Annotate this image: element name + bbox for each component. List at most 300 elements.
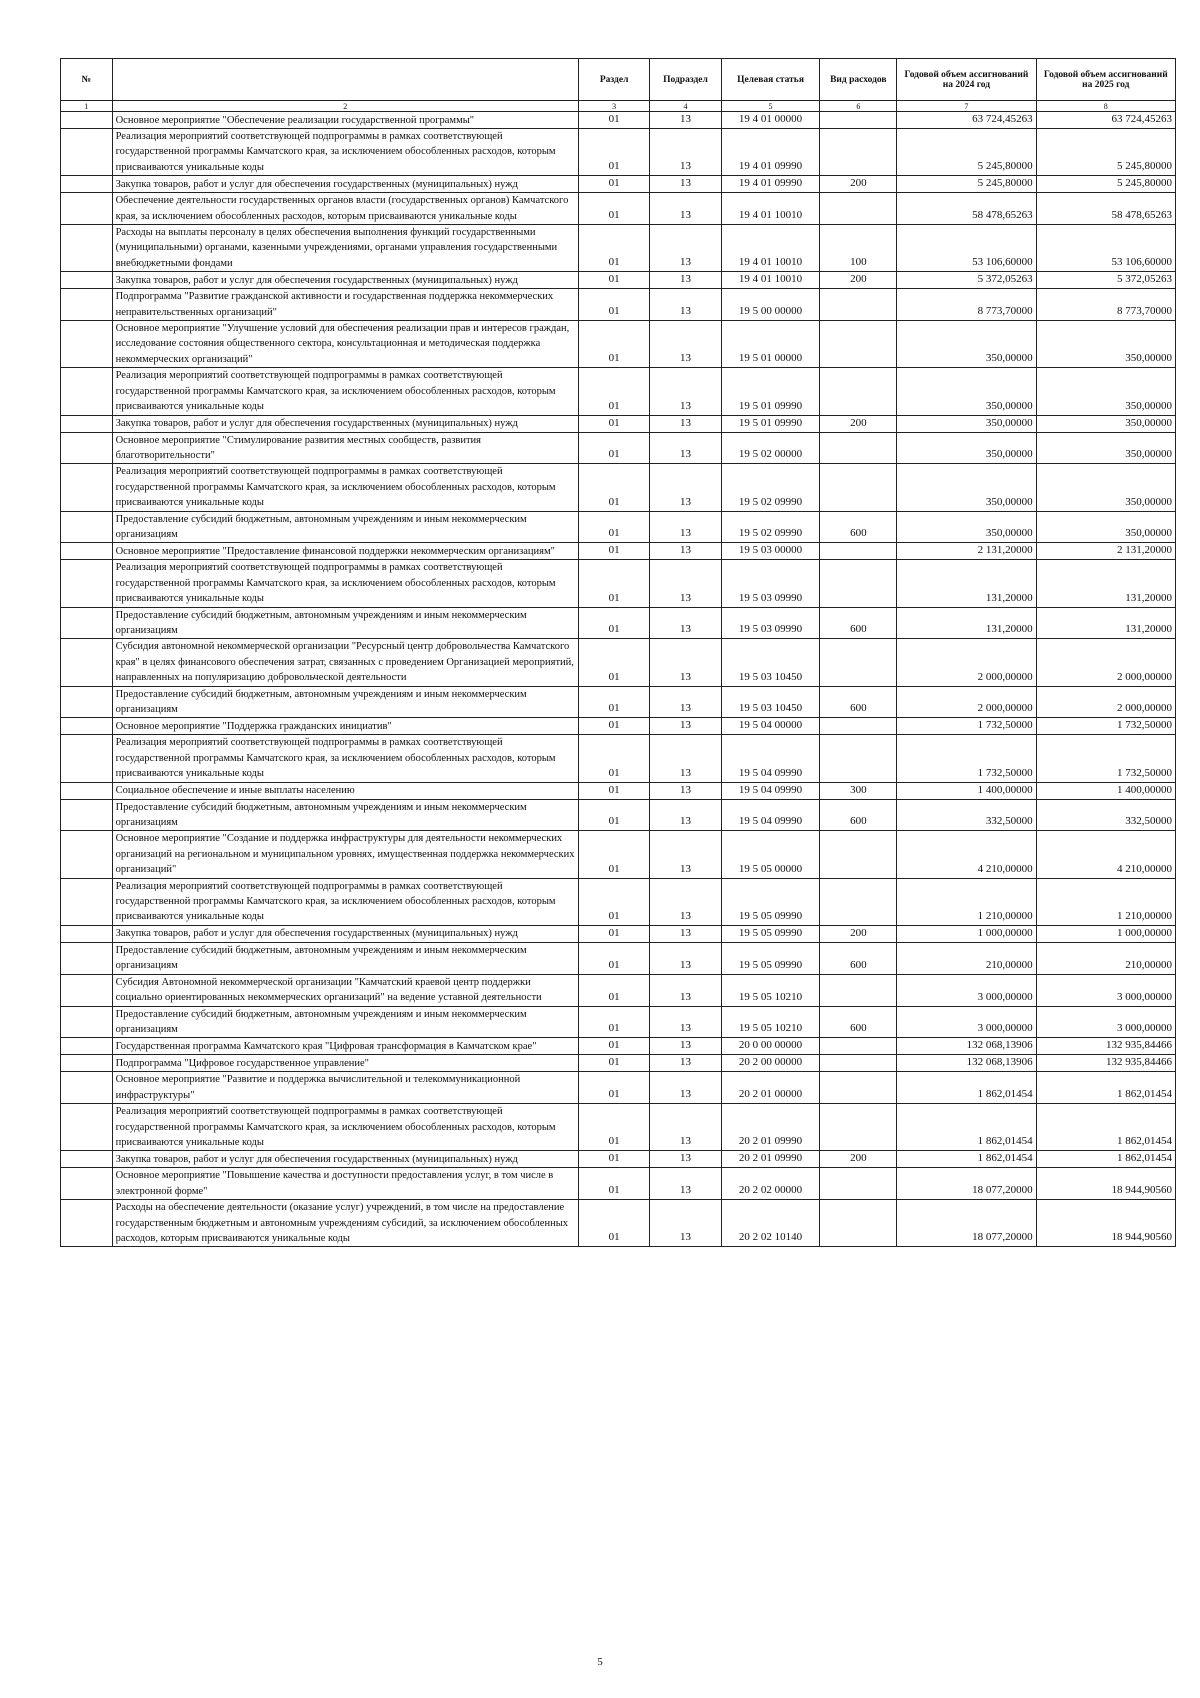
cell-name: Расходы на выплаты персоналу в целях обеспечения выполнения функций государственными (муниципальными) органами, казенными учреждениями, органами управления государственными внебюджетными фондами [112, 225, 578, 272]
cell-vid: 600 [820, 942, 897, 974]
header-row [61, 59, 1176, 101]
cell-vid [820, 543, 897, 560]
cell-celevaya: 19 5 02 00000 [721, 432, 820, 464]
cell-podrazdel: 13 [650, 735, 721, 782]
cell-name: Основное мероприятие "Повышение качества и доступности предоставления услуг, в том числе в электронной форме" [112, 1168, 578, 1200]
cell-y2024: 210,00000 [897, 942, 1036, 974]
cell-vid [820, 464, 897, 511]
budget-sheet [60, 58, 1176, 1247]
cell-celevaya: 19 4 01 10010 [721, 272, 820, 289]
cell-podrazdel: 13 [650, 878, 721, 925]
cell-y2025: 5 372,05263 [1036, 272, 1175, 289]
cell-y2024: 350,00000 [897, 511, 1036, 543]
cell-y2025: 132 935,84466 [1036, 1038, 1175, 1055]
header-name [112, 59, 578, 101]
col-number: 5 [721, 101, 820, 112]
cell-y2024: 1 400,00000 [897, 782, 1036, 799]
cell-name: Предоставление субсидий бюджетным, автономным учреждениям и иным некоммерческим организациям [112, 942, 578, 974]
cell-razdel: 01 [578, 1006, 649, 1038]
table-row [61, 368, 1176, 415]
cell-vid [820, 321, 897, 368]
cell-vid: 200 [820, 272, 897, 289]
cell-name: Реализация мероприятий соответствующей подпрограммы в рамках соответствующей государственной программы Камчатского края, за исключением обособленных расходов, которым присваиваются уникальные коды [112, 735, 578, 782]
table-row [61, 1104, 1176, 1151]
table-row [61, 112, 1176, 129]
cell-name: Основное мероприятие "Обеспечение реализации государственной программы" [112, 112, 578, 129]
cell-name: Закупка товаров, работ и услуг для обеспечения государственных (муниципальных) нужд [112, 176, 578, 193]
cell-name: Реализация мероприятий соответствующей подпрограммы в рамках соответствующей государственной программы Камчатского края, за исключением обособленных расходов, которым присваиваются уникальные коды [112, 1104, 578, 1151]
cell-y2024: 18 077,20000 [897, 1200, 1036, 1247]
table-row [61, 735, 1176, 782]
cell-y2025: 132 935,84466 [1036, 1055, 1175, 1072]
cell-name: Основное мероприятие "Предоставление финансовой поддержки некоммерческим организациям" [112, 543, 578, 560]
table-row [61, 925, 1176, 942]
cell-podrazdel: 13 [650, 925, 721, 942]
cell-y2024: 1 862,01454 [897, 1104, 1036, 1151]
cell-celevaya: 20 2 01 09990 [721, 1104, 820, 1151]
row-num-cell [61, 942, 113, 974]
cell-celevaya: 19 5 01 09990 [721, 368, 820, 415]
cell-name: Реализация мероприятий соответствующей подпрограммы в рамках соответствующей государственной программы Камчатского края, за исключением обособленных расходов, которым присваиваются уникальные коды [112, 560, 578, 607]
cell-vid: 200 [820, 415, 897, 432]
cell-y2024: 1 862,01454 [897, 1072, 1036, 1104]
cell-vid [820, 639, 897, 686]
cell-y2024: 350,00000 [897, 321, 1036, 368]
cell-celevaya: 19 5 05 00000 [721, 831, 820, 878]
cell-podrazdel: 13 [650, 942, 721, 974]
cell-razdel: 01 [578, 432, 649, 464]
row-num-cell [61, 718, 113, 735]
cell-razdel: 01 [578, 718, 649, 735]
table-row [61, 607, 1176, 639]
table-row [61, 193, 1176, 225]
cell-y2025: 58 478,65263 [1036, 193, 1175, 225]
row-num-cell [61, 129, 113, 176]
cell-podrazdel: 13 [650, 718, 721, 735]
cell-razdel: 01 [578, 368, 649, 415]
cell-celevaya: 19 4 01 09990 [721, 176, 820, 193]
table-row [61, 432, 1176, 464]
table-row [61, 321, 1176, 368]
cell-vid: 200 [820, 176, 897, 193]
row-num-cell [61, 272, 113, 289]
cell-podrazdel: 13 [650, 560, 721, 607]
cell-y2024: 8 773,70000 [897, 289, 1036, 321]
table-row [61, 639, 1176, 686]
cell-razdel: 01 [578, 1072, 649, 1104]
col-number: 8 [1036, 101, 1175, 112]
cell-y2025: 350,00000 [1036, 321, 1175, 368]
cell-y2025: 350,00000 [1036, 415, 1175, 432]
cell-podrazdel: 13 [650, 1200, 721, 1247]
row-num-cell [61, 639, 113, 686]
cell-y2025: 5 245,80000 [1036, 129, 1175, 176]
table-row [61, 225, 1176, 272]
cell-podrazdel: 13 [650, 289, 721, 321]
cell-podrazdel: 13 [650, 464, 721, 511]
cell-podrazdel: 13 [650, 368, 721, 415]
cell-y2025: 131,20000 [1036, 607, 1175, 639]
cell-y2024: 1 862,01454 [897, 1151, 1036, 1168]
cell-vid [820, 368, 897, 415]
row-num-cell [61, 193, 113, 225]
cell-razdel: 01 [578, 1055, 649, 1072]
row-num-cell [61, 560, 113, 607]
cell-razdel: 01 [578, 1038, 649, 1055]
cell-y2025: 1 862,01454 [1036, 1072, 1175, 1104]
cell-podrazdel: 13 [650, 415, 721, 432]
header-razdel: Раздел [578, 59, 649, 101]
table-row [61, 686, 1176, 718]
cell-celevaya: 19 5 05 09990 [721, 942, 820, 974]
cell-celevaya: 20 2 00 00000 [721, 1055, 820, 1072]
cell-y2024: 58 478,65263 [897, 193, 1036, 225]
col-number: 2 [112, 101, 578, 112]
cell-celevaya: 19 5 01 00000 [721, 321, 820, 368]
cell-razdel: 01 [578, 925, 649, 942]
cell-name: Основное мероприятие "Поддержка гражданских инициатив" [112, 718, 578, 735]
cell-y2024: 1 210,00000 [897, 878, 1036, 925]
cell-vid [820, 1072, 897, 1104]
cell-razdel: 01 [578, 942, 649, 974]
cell-y2024: 4 210,00000 [897, 831, 1036, 878]
cell-name: Закупка товаров, работ и услуг для обеспечения государственных (муниципальных) нужд [112, 272, 578, 289]
row-num-cell [61, 1055, 113, 1072]
cell-y2025: 53 106,60000 [1036, 225, 1175, 272]
cell-razdel: 01 [578, 321, 649, 368]
row-num-cell [61, 1038, 113, 1055]
cell-name: Основное мероприятие "Развитие и поддержка вычислительной и телекоммуникационной инфраструктуры" [112, 1072, 578, 1104]
cell-y2025: 1 732,50000 [1036, 735, 1175, 782]
cell-celevaya: 19 5 03 09990 [721, 607, 820, 639]
cell-vid: 600 [820, 686, 897, 718]
table-row [61, 1168, 1176, 1200]
table-row [61, 1072, 1176, 1104]
cell-celevaya: 19 5 03 09990 [721, 560, 820, 607]
row-num-cell [61, 1168, 113, 1200]
cell-razdel: 01 [578, 607, 649, 639]
cell-name: Закупка товаров, работ и услуг для обеспечения государственных (муниципальных) нужд [112, 415, 578, 432]
table-row [61, 464, 1176, 511]
cell-podrazdel: 13 [650, 176, 721, 193]
cell-podrazdel: 13 [650, 511, 721, 543]
cell-podrazdel: 13 [650, 1104, 721, 1151]
cell-y2025: 1 862,01454 [1036, 1104, 1175, 1151]
table-row [61, 799, 1176, 831]
cell-name: Основное мероприятие "Стимулирование развития местных сообществ, развития благотворительности" [112, 432, 578, 464]
cell-vid: 200 [820, 925, 897, 942]
cell-y2024: 5 372,05263 [897, 272, 1036, 289]
col-number: 1 [61, 101, 113, 112]
row-num-cell [61, 686, 113, 718]
row-num-cell [61, 464, 113, 511]
cell-celevaya: 19 5 01 09990 [721, 415, 820, 432]
cell-name: Реализация мероприятий соответствующей подпрограммы в рамках соответствующей государственной программы Камчатского края, за исключением обособленных расходов, которым присваиваются уникальные коды [112, 129, 578, 176]
cell-y2025: 4 210,00000 [1036, 831, 1175, 878]
cell-celevaya: 19 5 04 09990 [721, 735, 820, 782]
row-num-cell [61, 225, 113, 272]
table-row [61, 718, 1176, 735]
cell-podrazdel: 13 [650, 321, 721, 368]
row-num-cell [61, 321, 113, 368]
table-row [61, 782, 1176, 799]
cell-celevaya: 19 5 03 10450 [721, 639, 820, 686]
cell-podrazdel: 13 [650, 543, 721, 560]
cell-razdel: 01 [578, 1104, 649, 1151]
cell-podrazdel: 13 [650, 607, 721, 639]
cell-celevaya: 19 5 05 09990 [721, 878, 820, 925]
cell-podrazdel: 13 [650, 432, 721, 464]
cell-name: Основное мероприятие "Улучшение условий для обеспечения реализации прав и интересов граждан, исследование состояния общественного сектора, консультационная и методическая поддержка некоммерческих организаций" [112, 321, 578, 368]
header-num: № [61, 59, 113, 101]
table-row [61, 1200, 1176, 1247]
cell-y2024: 132 068,13906 [897, 1055, 1036, 1072]
cell-podrazdel: 13 [650, 272, 721, 289]
cell-celevaya: 19 5 03 10450 [721, 686, 820, 718]
cell-celevaya: 19 5 04 09990 [721, 799, 820, 831]
cell-vid [820, 718, 897, 735]
cell-y2024: 3 000,00000 [897, 974, 1036, 1006]
cell-y2024: 1 732,50000 [897, 718, 1036, 735]
cell-vid: 600 [820, 1006, 897, 1038]
cell-celevaya: 19 4 01 00000 [721, 112, 820, 129]
cell-podrazdel: 13 [650, 193, 721, 225]
cell-celevaya: 20 2 01 09990 [721, 1151, 820, 1168]
cell-celevaya: 19 5 04 09990 [721, 782, 820, 799]
col-number: 7 [897, 101, 1036, 112]
cell-vid: 200 [820, 1151, 897, 1168]
cell-name: Предоставление субсидий бюджетным, автономным учреждениям и иным некоммерческим организациям [112, 511, 578, 543]
cell-podrazdel: 13 [650, 831, 721, 878]
cell-podrazdel: 13 [650, 1006, 721, 1038]
cell-y2024: 350,00000 [897, 432, 1036, 464]
cell-name: Основное мероприятие "Создание и поддержка инфраструктуры для деятельности некоммерческих организаций на региональном и муниципальном уровнях, имущественная поддержка некоммерческих организаций" [112, 831, 578, 878]
cell-y2024: 5 245,80000 [897, 176, 1036, 193]
cell-celevaya: 19 5 02 09990 [721, 464, 820, 511]
cell-vid: 100 [820, 225, 897, 272]
cell-name: Расходы на обеспечение деятельности (оказание услуг) учреждений, в том числе на предоставление государственным бюджетным и автономным учреждениям субсидий, за исключением обособленных расходов, которым присваиваются уникальные коды [112, 1200, 578, 1247]
cell-podrazdel: 13 [650, 1168, 721, 1200]
cell-vid [820, 831, 897, 878]
cell-vid [820, 1055, 897, 1072]
row-num-cell [61, 1200, 113, 1247]
cell-razdel: 01 [578, 464, 649, 511]
cell-y2024: 18 077,20000 [897, 1168, 1036, 1200]
cell-name: Реализация мероприятий соответствующей подпрограммы в рамках соответствующей государственной программы Камчатского края, за исключением обособленных расходов, которым присваиваются уникальные коды [112, 464, 578, 511]
cell-y2024: 2 131,20000 [897, 543, 1036, 560]
cell-razdel: 01 [578, 1168, 649, 1200]
col-number: 4 [650, 101, 721, 112]
cell-vid [820, 432, 897, 464]
page-number: 5 [597, 1656, 603, 1668]
cell-celevaya: 20 2 02 00000 [721, 1168, 820, 1200]
cell-y2024: 3 000,00000 [897, 1006, 1036, 1038]
cell-vid: 300 [820, 782, 897, 799]
cell-celevaya: 20 2 02 10140 [721, 1200, 820, 1247]
cell-vid [820, 129, 897, 176]
cell-podrazdel: 13 [650, 1072, 721, 1104]
cell-name: Социальное обеспечение и иные выплаты населению [112, 782, 578, 799]
cell-name: Предоставление субсидий бюджетным, автономным учреждениям и иным некоммерческим организациям [112, 1006, 578, 1038]
cell-razdel: 01 [578, 272, 649, 289]
cell-name: Подпрограмма "Цифровое государственное управление" [112, 1055, 578, 1072]
cell-celevaya: 19 5 00 00000 [721, 289, 820, 321]
table-row [61, 1151, 1176, 1168]
cell-name: Закупка товаров, работ и услуг для обеспечения государственных (муниципальных) нужд [112, 925, 578, 942]
table-row [61, 176, 1176, 193]
cell-celevaya: 20 0 00 00000 [721, 1038, 820, 1055]
table-row [61, 878, 1176, 925]
cell-razdel: 01 [578, 974, 649, 1006]
cell-vid [820, 1104, 897, 1151]
cell-vid: 600 [820, 607, 897, 639]
cell-razdel: 01 [578, 1151, 649, 1168]
table-row [61, 289, 1176, 321]
cell-y2025: 332,50000 [1036, 799, 1175, 831]
header-2025: Годовой объем ассигнований на 2025 год [1036, 59, 1175, 101]
table-row [61, 1055, 1176, 1072]
cell-podrazdel: 13 [650, 686, 721, 718]
row-num-cell [61, 112, 113, 129]
row-num-cell [61, 925, 113, 942]
cell-celevaya: 19 5 04 00000 [721, 718, 820, 735]
cell-y2024: 1 732,50000 [897, 735, 1036, 782]
cell-y2025: 2 131,20000 [1036, 543, 1175, 560]
row-num-cell [61, 735, 113, 782]
header-2024: Годовой объем ассигнований на 2024 год [897, 59, 1036, 101]
cell-name: Закупка товаров, работ и услуг для обеспечения государственных (муниципальных) нужд [112, 1151, 578, 1168]
cell-razdel: 01 [578, 1200, 649, 1247]
cell-vid [820, 289, 897, 321]
cell-celevaya: 19 4 01 09990 [721, 129, 820, 176]
cell-razdel: 01 [578, 129, 649, 176]
cell-podrazdel: 13 [650, 112, 721, 129]
row-num-cell [61, 1104, 113, 1151]
cell-y2024: 63 724,45263 [897, 112, 1036, 129]
cell-y2025: 63 724,45263 [1036, 112, 1175, 129]
cell-y2025: 2 000,00000 [1036, 686, 1175, 718]
row-num-cell [61, 831, 113, 878]
cell-vid [820, 193, 897, 225]
cell-podrazdel: 13 [650, 782, 721, 799]
header-vid: Вид расходов [820, 59, 897, 101]
col-number: 3 [578, 101, 649, 112]
row-num-cell [61, 974, 113, 1006]
table-row [61, 511, 1176, 543]
cell-y2025: 1 400,00000 [1036, 782, 1175, 799]
cell-y2025: 5 245,80000 [1036, 176, 1175, 193]
row-num-cell [61, 1151, 113, 1168]
cell-y2025: 18 944,90560 [1036, 1200, 1175, 1247]
cell-podrazdel: 13 [650, 129, 721, 176]
cell-vid [820, 1200, 897, 1247]
cell-razdel: 01 [578, 193, 649, 225]
table-row [61, 1006, 1176, 1038]
header-podrazdel: Подраздел [650, 59, 721, 101]
row-num-cell [61, 1072, 113, 1104]
cell-y2024: 2 000,00000 [897, 639, 1036, 686]
cell-razdel: 01 [578, 878, 649, 925]
cell-name: Субсидия автономной некоммерческой организации "Ресурсный центр добровольчества Камчатского края" в целях финансового обеспечения затрат, связанных с проведением Организацией мероприятий, направленных на популяризацию добровольческой деятельности [112, 639, 578, 686]
cell-celevaya: 19 5 05 10210 [721, 1006, 820, 1038]
cell-celevaya: 19 4 01 10010 [721, 225, 820, 272]
cell-podrazdel: 13 [650, 1055, 721, 1072]
cell-podrazdel: 13 [650, 639, 721, 686]
cell-name: Субсидия Автономной некоммерческой организации "Камчатский краевой центр поддержки социально ориентированных некоммерческих организаций" на ведение уставной деятельности [112, 974, 578, 1006]
cell-celevaya: 19 4 01 10010 [721, 193, 820, 225]
cell-vid [820, 560, 897, 607]
cell-y2025: 131,20000 [1036, 560, 1175, 607]
cell-y2024: 350,00000 [897, 464, 1036, 511]
cell-celevaya: 19 5 02 09990 [721, 511, 820, 543]
cell-y2025: 350,00000 [1036, 464, 1175, 511]
table-row [61, 1038, 1176, 1055]
row-num-cell [61, 415, 113, 432]
cell-celevaya: 19 5 05 09990 [721, 925, 820, 942]
cell-celevaya: 19 5 05 10210 [721, 974, 820, 1006]
cell-podrazdel: 13 [650, 225, 721, 272]
cell-razdel: 01 [578, 799, 649, 831]
cell-podrazdel: 13 [650, 1151, 721, 1168]
row-num-cell [61, 543, 113, 560]
cell-razdel: 01 [578, 225, 649, 272]
table-body [61, 112, 1176, 1247]
cell-y2024: 350,00000 [897, 368, 1036, 415]
table-row [61, 543, 1176, 560]
cell-y2025: 3 000,00000 [1036, 1006, 1175, 1038]
row-num-cell [61, 782, 113, 799]
cell-y2024: 1 000,00000 [897, 925, 1036, 942]
cell-name: Реализация мероприятий соответствующей подпрограммы в рамках соответствующей государственной программы Камчатского края, за исключением обособленных расходов, которым присваиваются уникальные коды [112, 368, 578, 415]
cell-y2025: 210,00000 [1036, 942, 1175, 974]
cell-name: Реализация мероприятий соответствующей подпрограммы в рамках соответствующей государственной программы Камчатского края, за исключением обособленных расходов, которым присваиваются уникальные коды [112, 878, 578, 925]
cell-y2025: 1 210,00000 [1036, 878, 1175, 925]
cell-y2025: 1 862,01454 [1036, 1151, 1175, 1168]
row-num-cell [61, 1006, 113, 1038]
cell-razdel: 01 [578, 686, 649, 718]
cell-razdel: 01 [578, 831, 649, 878]
row-num-cell [61, 432, 113, 464]
cell-razdel: 01 [578, 639, 649, 686]
table-row [61, 560, 1176, 607]
cell-y2025: 18 944,90560 [1036, 1168, 1175, 1200]
row-num-cell [61, 289, 113, 321]
cell-vid [820, 112, 897, 129]
cell-name: Государственная программа Камчатского края "Цифровая трансформация в Камчатском крае" [112, 1038, 578, 1055]
cell-vid: 600 [820, 799, 897, 831]
cell-vid [820, 974, 897, 1006]
row-num-cell [61, 607, 113, 639]
cell-vid [820, 878, 897, 925]
row-num-cell [61, 511, 113, 543]
cell-name: Предоставление субсидий бюджетным, автономным учреждениям и иным некоммерческим организациям [112, 686, 578, 718]
cell-vid [820, 1038, 897, 1055]
cell-y2024: 5 245,80000 [897, 129, 1036, 176]
cell-y2025: 1 000,00000 [1036, 925, 1175, 942]
cell-razdel: 01 [578, 176, 649, 193]
cell-y2025: 350,00000 [1036, 368, 1175, 415]
cell-razdel: 01 [578, 560, 649, 607]
cell-podrazdel: 13 [650, 974, 721, 1006]
cell-y2024: 132 068,13906 [897, 1038, 1036, 1055]
cell-y2024: 53 106,60000 [897, 225, 1036, 272]
header-celevaya: Целевая статья [721, 59, 820, 101]
table-row [61, 831, 1176, 878]
cell-y2024: 332,50000 [897, 799, 1036, 831]
cell-razdel: 01 [578, 289, 649, 321]
cell-razdel: 01 [578, 112, 649, 129]
cell-razdel: 01 [578, 735, 649, 782]
